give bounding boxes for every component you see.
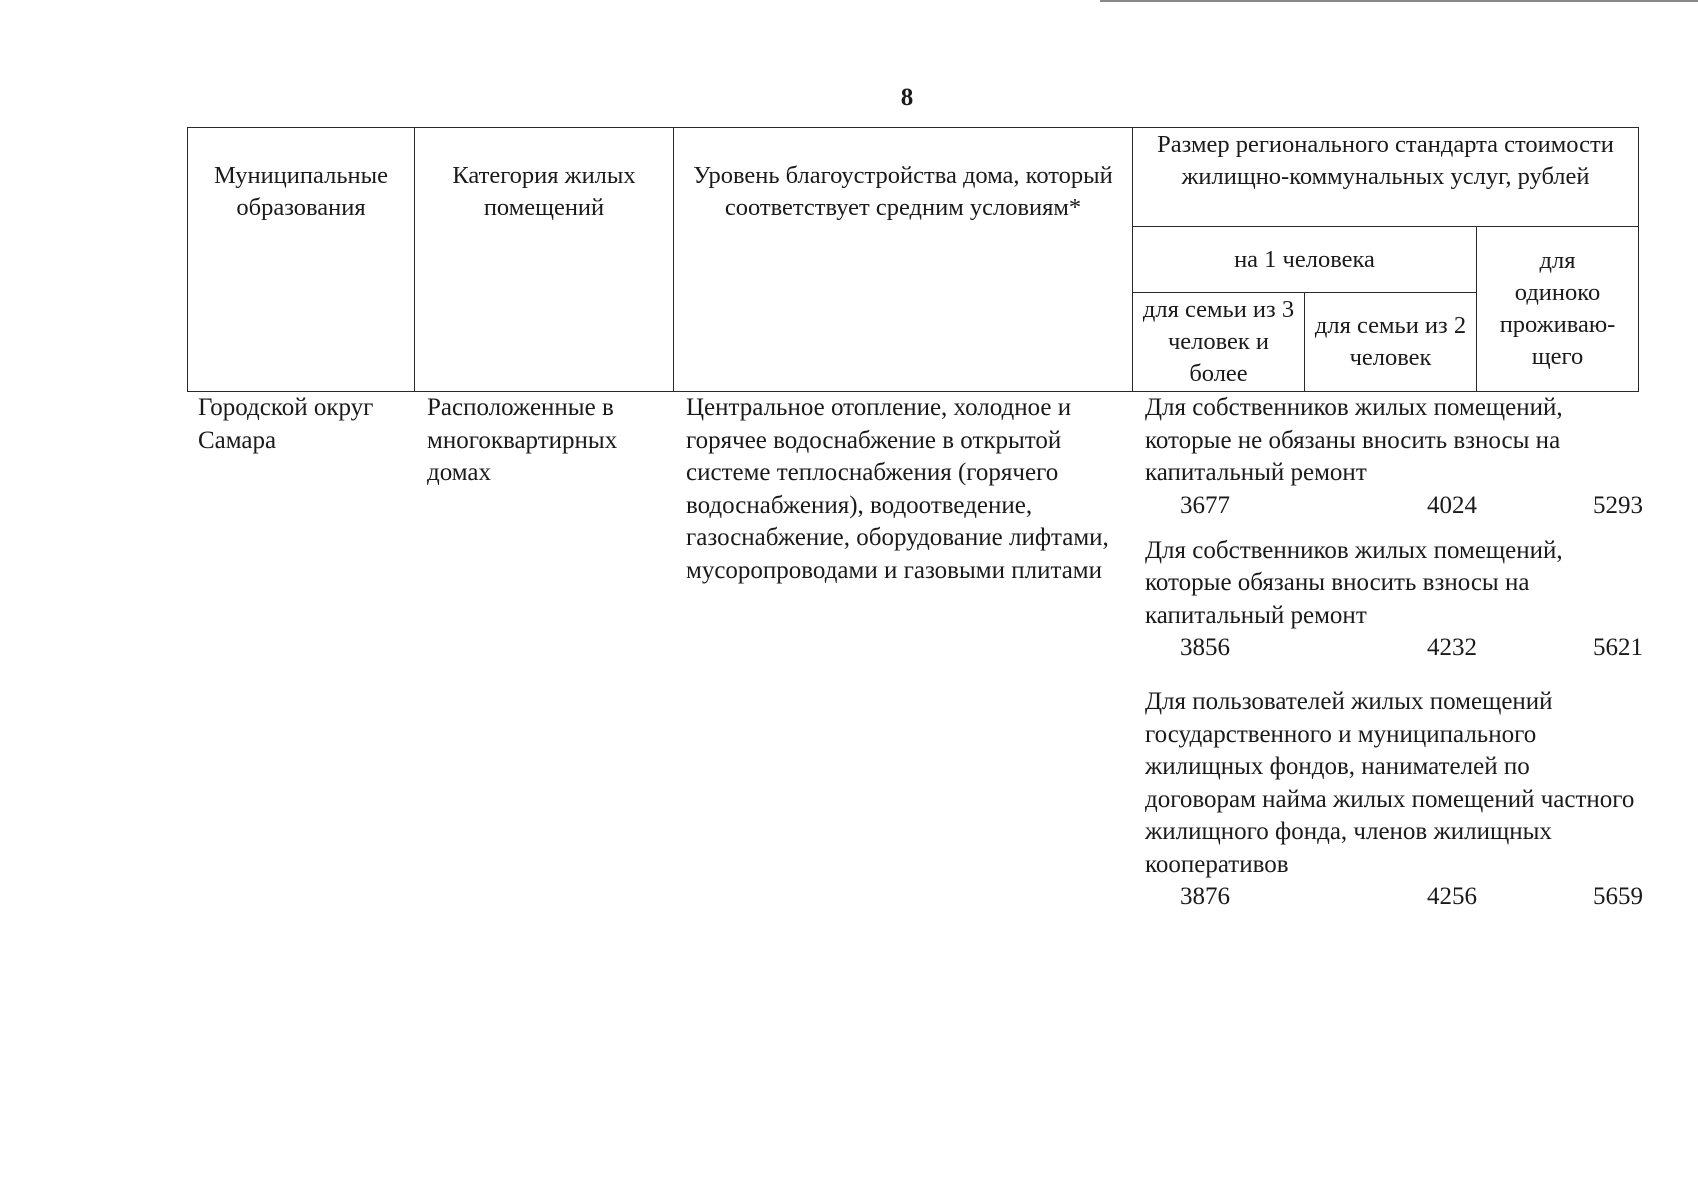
header-municipalities: Муниципальные образования: [188, 128, 415, 392]
value-family-3: 3876: [1180, 883, 1230, 910]
header-family-2: для семьи из 2 человек: [1305, 293, 1477, 392]
header-category: Категория жилых помещений: [415, 128, 674, 392]
group-owners-no-capital-repair: [1145, 392, 1643, 524]
header-standard: Размер регионального стандарта стоимости жилищно-коммунальных услуг, рублей: [1133, 128, 1639, 227]
values-row: [1145, 490, 1643, 524]
page-number: 8: [900, 84, 914, 111]
group-owners-capital-repair: [1145, 535, 1643, 667]
group-label: Для собственников жилых помещений, которые не обязаны вносить взносы на капитальный ремонт: [1145, 394, 1563, 486]
values-row: [1145, 632, 1643, 666]
value-single: 5621: [1593, 634, 1643, 661]
values-row: [1145, 881, 1643, 915]
value-family-2: 4232: [1427, 634, 1477, 661]
group-label: Для собственников жилых помещений, которые обязаны вносить взносы на капитальный ремонт: [1145, 536, 1563, 629]
cell-municipality: Городской округ Самара: [198, 394, 374, 454]
header-per-person: на 1 человека: [1133, 227, 1477, 293]
value-family-3: 3856: [1180, 634, 1230, 661]
group-tenants: [1145, 686, 1643, 915]
value-family-2: 4256: [1427, 883, 1477, 910]
cell-category: Расположенные в многоквартирных домах: [427, 394, 618, 486]
header-level: Уровень благоустройства дома, который соответствует средним условиям*: [674, 128, 1133, 392]
value-family-2: 4024: [1427, 491, 1477, 519]
value-single: 5659: [1593, 883, 1643, 910]
group-label: Для пользователей жилых помещений государственного и муниципального жилищных фондов, нанимателей по договорам найма жилых помещений частного жилищного фонда, членов жилищных кооперативов: [1145, 688, 1635, 878]
header-family-3: для семьи из 3 человек и более: [1133, 293, 1305, 392]
cell-standard-values: [1145, 392, 1643, 915]
cell-level: Центральное отопление, холодное и горячее водоснабжение в открытой системе теплоснабжения (горячего водоснабжения), водоотведение, газоснабжение, оборудование лифтами, мусоропроводами и газовыми плитами: [686, 394, 1109, 584]
value-family-3: 3677: [1180, 491, 1230, 519]
header-single: для одиноко проживаю-щего: [1477, 227, 1639, 392]
value-single: 5293: [1593, 491, 1643, 519]
